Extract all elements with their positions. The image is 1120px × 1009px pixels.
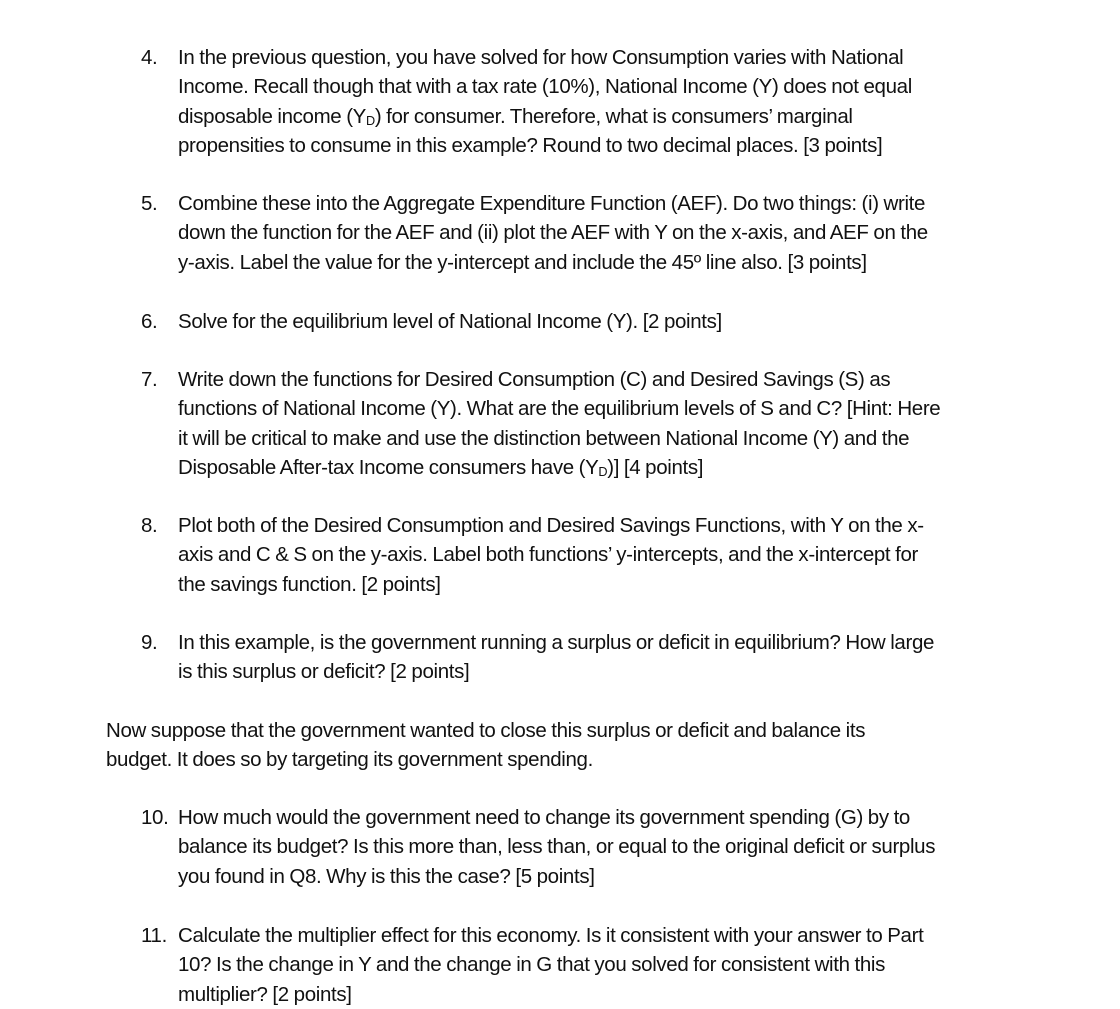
question-text — [178, 307, 1061, 336]
text-line: How much would the government need to change its government spending (G) by to — [178, 806, 910, 829]
subscript-d: D — [366, 112, 375, 128]
intro-paragraph — [106, 716, 1066, 775]
text-line: you found in Q8. Why is this the case? [5 points] — [178, 864, 595, 888]
text-line: axis and C & S on the y-axis. Label both functions’ y-intercepts, and the x-intercept for — [178, 543, 919, 567]
text-line: down the function for the AEF and (ii) plot the AEF with Y on the x-axis, and AEF on the — [178, 221, 928, 245]
question-text — [178, 628, 1061, 687]
text-line: functions of National Income (Y). What are the equilibrium levels of S and C? [Hint: Here — [178, 397, 941, 421]
text-line: Solve for the equilibrium level of National Income (Y). [2 points] — [178, 310, 722, 333]
text-line: Disposable After-tax Income consumers have $(Y_D)$] [4 points] — [178, 455, 704, 479]
text-line: budget. It does so by targeting its government spending. — [106, 748, 593, 772]
question-4 — [141, 43, 1061, 160]
question-9 — [141, 628, 1061, 687]
text-line: is this surplus or deficit? [2 points] — [178, 660, 470, 684]
text-line: Plot both of the Desired Consumption and Desired Savings Functions, with Y on the x- — [178, 514, 924, 537]
question-8 — [141, 511, 1061, 599]
question-text — [178, 511, 1061, 599]
question-7 — [141, 365, 1061, 482]
question-text — [178, 921, 1061, 1009]
text-line: the savings function. [2 points] — [178, 572, 441, 596]
text-line: Combine these into the Aggregate Expenditure Function (AEF). Do two things: (i) write — [178, 192, 926, 215]
question-text — [178, 189, 1061, 277]
question-number: 7. — [141, 368, 158, 391]
question-text — [178, 803, 1061, 891]
question-6 — [141, 307, 1061, 336]
text-line: disposable income $(Y_D)$ for consumer. Therefore, what is consumers’ marginal — [178, 104, 853, 128]
text-line: 10? Is the change in Y and the change in G that you solved for consistent with this — [178, 953, 886, 977]
text-line: y-axis. Label the value for the y-intercept and include the 45º line also. [3 points] — [178, 250, 867, 274]
question-number: 6. — [141, 310, 158, 333]
text-line: Now suppose that the government wanted to close this surplus or deficit and balance its — [106, 719, 866, 742]
question-number: 9. — [141, 631, 158, 654]
subscript-d: D — [598, 463, 608, 479]
question-number: 8. — [141, 514, 158, 537]
text-line: it will be critical to make and use the distinction between National Income (Y) and the — [178, 426, 910, 450]
question-number: 11. — [141, 924, 167, 947]
text-line: Write down the functions for Desired Consumption (C) and Desired Savings (S) as — [178, 368, 891, 391]
question-number: 4. — [141, 46, 158, 69]
text-line: Calculate the multiplier effect for this economy. Is it consistent with your answer to Part — [178, 924, 924, 947]
question-11 — [141, 921, 1061, 1009]
question-text — [178, 365, 1061, 482]
question-text — [178, 43, 1061, 160]
question-5 — [141, 189, 1061, 277]
text-line: In the previous question, you have solved for how Consumption varies with National — [178, 46, 904, 69]
question-number: 5. — [141, 192, 158, 215]
text-line: propensities to consume in this example? Round to two decimal places. [3 points] — [178, 133, 883, 157]
question-number: 10. — [141, 806, 169, 829]
text-line: In this example, is the government running a surplus or deficit in equilibrium? How large — [178, 631, 935, 654]
question-10 — [141, 803, 1061, 891]
text-line: Income. Recall though that with a tax rate (10%), National Income (Y) does not equal — [178, 75, 912, 99]
text-line: multiplier? [2 points] — [178, 982, 352, 1006]
text-line: balance its budget? Is this more than, less than, or equal to the original deficit or surplus — [178, 835, 936, 859]
